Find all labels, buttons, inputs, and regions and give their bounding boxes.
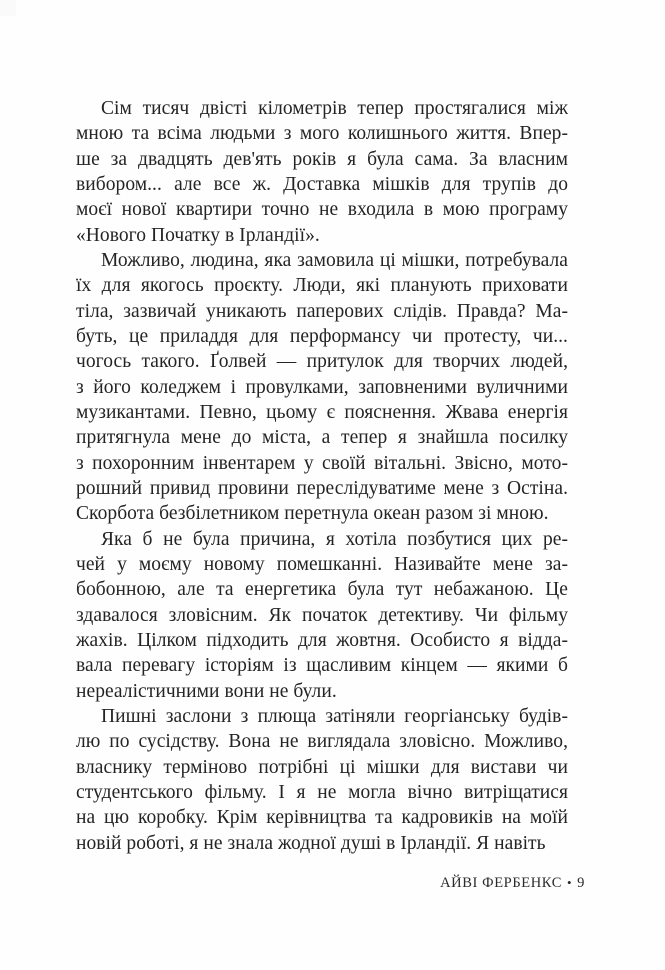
text-line: з його коледжем і провулками, заповненими вуличними: [76, 376, 568, 398]
paragraph: [76, 96, 568, 248]
text-line: новій роботі, я не знала жодної душі в Ірландії. Я навіть: [76, 832, 546, 854]
text-line: чей у моєму новому помешканні. Називайте мене за-: [76, 553, 568, 575]
text-line: «Нового Початку в Ірландії».: [76, 224, 320, 246]
text-line: Яка б не була причина, я хотіла позбутися цих ре-: [101, 528, 568, 550]
page-number: 9: [577, 875, 585, 891]
scan-artifact: [0, 0, 16, 16]
page-footer: [76, 874, 585, 892]
paragraph: [76, 704, 568, 856]
text-line: нереалістичними вони не були.: [76, 680, 337, 702]
text-line: чогось такого. Ґолвей — притулок для творчих людей,: [76, 351, 568, 373]
text-line: притягнула мене до міста, а тепер я знайшла посилку: [76, 427, 568, 449]
text-line: Пишні заслони з плюща затіняли георгіанську будів-: [101, 705, 568, 727]
running-title: АЙВІ ФЕРБЕНКС: [440, 875, 562, 891]
text-line: з похоронним інвентарем у своїй вітальні. Звісно, мото-: [76, 452, 568, 474]
text-line: буть, це приладдя для перформансу чи протесту, чи...: [76, 325, 568, 347]
text-line: вала перевагу історіям із щасливим кінцем — якими б: [76, 655, 568, 677]
text-line: здавалося зловісним. Як початок детективу. Чи фільму: [76, 604, 568, 626]
text-line: Скорбота безбілетником перетнула океан разом зі мною.: [76, 503, 549, 525]
text-line: ше за двадцять дев'ять років я була сама. За власним: [76, 148, 568, 170]
text-line: студентського фільму. І я не могла вічно витріщатися: [76, 781, 568, 803]
text-line: Можливо, людина, яка замовила ці мішки, потребувала: [101, 249, 568, 271]
text-line: моєї нової квартири точно не входила в мою програму: [76, 199, 568, 221]
text-line: їх для якогось проєкту. Люди, які планують приховати: [76, 275, 568, 297]
text-line: власнику терміново потрібні ці мішки для вистави чи: [76, 756, 568, 778]
paragraph: [76, 248, 568, 527]
text-line: Сім тисяч двісті кілометрів тепер простягалися між: [101, 98, 568, 119]
text-line: музикантами. Певно, цьому є пояснення. Жвава енергія: [76, 401, 568, 423]
paragraph: [76, 527, 568, 704]
text-line: бобонною, але та енергетика була тут небажаною. Це: [76, 579, 568, 601]
text-line: лю по сусідству. Вона не виглядала зловісно. Можливо,: [76, 731, 568, 753]
text-line: вибором... але все ж. Доставка мішків для трупів до: [76, 173, 568, 195]
text-line: мною та всіма людьми з мого колишнього життя. Впер-: [76, 123, 568, 145]
text-line: на цю коробку. Крім керівництва та кадровиків на моїй: [76, 807, 568, 829]
text-line: жахів. Цілком підходить для жовтня. Особисто я відда-: [76, 629, 568, 651]
text-block: [76, 96, 568, 856]
text-line: рошний привид провини переслідуватиме мене з Остіна.: [76, 477, 568, 499]
bullet-separator-icon: •: [566, 875, 573, 890]
text-line: тіла, зазвичай уникають паперових слідів. Правда? Ма-: [76, 300, 568, 322]
